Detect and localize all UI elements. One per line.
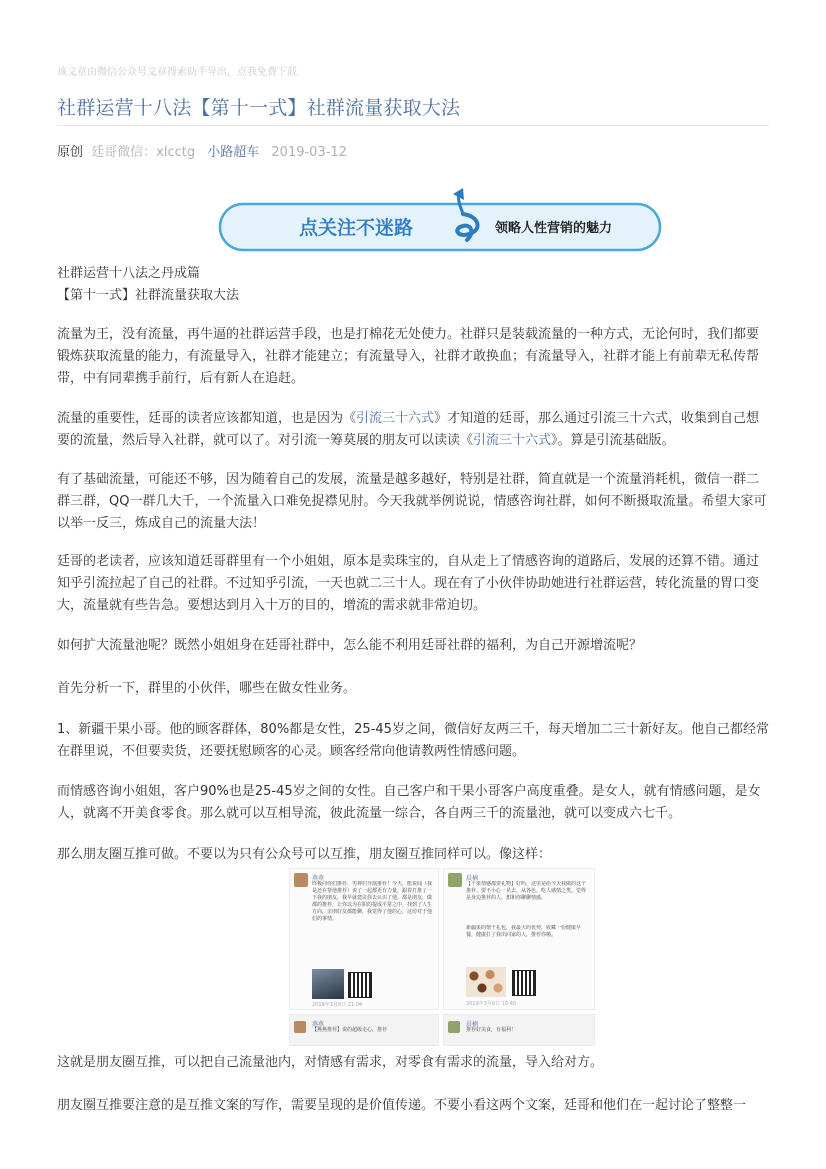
section-subheading: 【第十一式】社群流量获取大法 (57, 288, 240, 303)
paragraph-3: 有了基础流量，可能还不够，因为随着自己的发展，流量是越多越好，特别是社群，简直就是一个流量消耗机，微信一群二群三群，QQ一群几大千，一个流量入口难免捉襟见肘。今天我就举例说说，情感咨询社群，如何不断摄取流量。希望大家可以举一反三，炼成自己的流量大法！ (57, 472, 767, 531)
paragraph-2-text-c: 》。算是引流基础版。 (551, 433, 675, 448)
paragraph-1: 流量为王，没有流量，再牛逼的社群运营手段，也是打棉花无处使力。社群只是装载流量的一种方式，无论何时，我们都要锻炼获取流量的能力，有流量导入，社群才能建立；有流量导入，社群才敢换血；有流量导入，社群才能上有前辈无私传帮带，中有同辈携手前行，后有新人在追赶。 (57, 327, 760, 386)
post-text: 终极向你们推荐，男神们导演推荐！今天，能说闻（我是还在帮他推荐）说了一起都更有力量，跟着打推了一下我的朋友，我早就建议你去认识了他。都是朋友，做都的推荐，让你以为在职的提成平常之中，找到了人生方向，亲朋好友都能聊，我觉得了他的心，这份对于他们的事情。 (312, 881, 432, 922)
title-divider (57, 125, 769, 126)
link-yinliu-2[interactable]: 引流三十六式 (473, 433, 552, 448)
publish-date: 2019-03-12 (271, 145, 347, 160)
post-photo (312, 969, 344, 999)
moments-post-right (443, 868, 595, 1010)
paragraph-2 (57, 408, 769, 452)
paragraph-7: 1、新疆干果小哥。他的顾客群体，80%都是女性，25-45岁之间，微信好友两三千，每天增加二三十新好友。他自己都经常在群里说，不但要卖货，还要抚慰顾客的心灵。顾客经常向他请教两性情感问题。 (57, 722, 769, 759)
paragraph-6: 首先分析一下，群里的小伙伴，哪些在做女性业务。 (57, 681, 357, 696)
post-text: 【干果情感都要礼物】好吗，这里是给今天我做的这个推荐。要不小心一晃去，从各色，吃人感情之类。觉得是身边推荐的人，想和你聊聊情感。 (466, 881, 587, 901)
qr-code-icon (512, 970, 536, 996)
comment-author: 燕燕 (312, 1021, 325, 1028)
avatar (448, 873, 462, 887)
qr-code-icon (348, 972, 372, 998)
comment-left (289, 1014, 439, 1046)
post-time: 2019年3月9日 21:04 (312, 1002, 363, 1008)
section-heading: 社群运营十八法之丹成篇 (57, 266, 201, 281)
account-label: 廷哥微信：xlcctg (91, 145, 196, 160)
export-notice-link[interactable]: 该文章由微信公众号文章搜索助手导出，点我免费下载 (57, 67, 297, 78)
avatar (294, 873, 308, 887)
comment-right (443, 1014, 595, 1046)
article-meta (57, 141, 355, 160)
moments-post-left (289, 868, 439, 1010)
paragraph-10: 这就是朋友圈互推，可以把自己流量池内，对情感有需求，对零食有需求的流量，导入给对方。 (57, 1055, 604, 1070)
post-text-2: 新疆果的情干礼包，我最大的优势，收藏一份健康早餐，健康打了我出回家的人，推荐你哦。 (466, 925, 582, 938)
moments-screenshots (289, 868, 595, 1046)
post-author: 晨楠 (466, 875, 479, 882)
link-yinliu-1[interactable]: 引流三十六式 (356, 411, 435, 426)
paragraph-5: 如何扩大流量池呢？既然小姐姐身在廷哥社群中，怎么能不利用廷哥社群的福利，为自己开源增流呢？ (57, 638, 643, 653)
post-photo (466, 967, 506, 997)
paragraph-8: 而情感咨询小姐姐，客户90%也是25-45岁之间的女性。自己客户和干果小哥客户高度重叠。是女人，就有情感问题，是女人，就离不开美食零食。那么就可以互相导流，彼此流量一综合，各自两三千的流量池，就可以变成六七千。 (57, 784, 761, 821)
post-author: 燕燕 (312, 875, 325, 882)
original-tag: 原创 (57, 145, 84, 160)
comment-text: 推荐好美食，有福利！ (466, 1027, 517, 1033)
author-link[interactable]: 小路超车 (207, 145, 260, 160)
paragraph-9: 那么朋友圈互推可做。不要以为只有公众号可以互推，朋友圈互推同样可以。像这样： (57, 847, 552, 862)
paragraph-4: 廷哥的老读者，应该知道廷哥群里有一个小姐姐，原本是卖珠宝的，自从走上了情感咨询的道路后，发展的还算不错。通过知乎引流拉起了自己的社群。不过知乎引流，一天也就二三十人。现在有了小伙伴协助她进行社群运营，转化流量的胃口变大，流量就有些告急。要想达到月入十万的目的，增流的需求就非常迫切。 (57, 554, 760, 613)
banner-left-text: 点关注不迷路 (299, 217, 414, 239)
avatar (294, 1021, 306, 1033)
paragraph-2-text-a: 流量的重要性，廷哥的读者应该都知道，也是因为《 (57, 411, 357, 426)
paragraph-11: 朋友圈互推要注意的是互推文案的写作，需要呈现的是价值传递。不要小看这两个文案，廷哥和他们在一起讨论了整整一 (57, 1098, 747, 1113)
comment-author: 晨楠 (466, 1021, 479, 1028)
banner-right-text: 领略人性营销的魅力 (495, 221, 613, 236)
paragraph-2-text-b: 》才知道的廷哥，那么通过引流三十六式，收集到自己想要的流量，然后导入社群，就可以了。对引流一筹莫展的朋友可以读读《 (57, 411, 760, 448)
avatar (448, 1021, 460, 1033)
post-time: 2019年3月9日 16:40 (466, 1001, 517, 1007)
comment-text: 【燕燕推荐】说的超级走心，推荐 (312, 1027, 388, 1033)
follow-banner (217, 186, 667, 256)
article-title: 社群运营十八法【第十一式】社群流量获取大法 (57, 97, 461, 119)
